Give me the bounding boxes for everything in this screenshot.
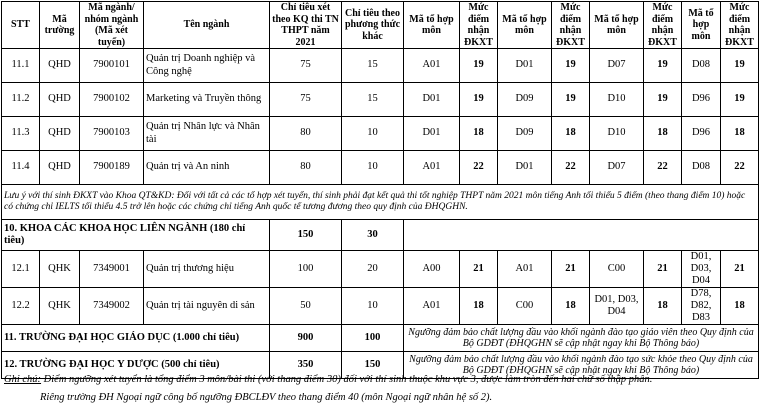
cell-ct2: 10 — [342, 117, 404, 151]
cell-ct2: 15 — [342, 83, 404, 117]
footnote-2: Riêng trường ĐH Ngoại ngữ công bố ngưỡng ĐBCLĐV theo thang điểm 40 (môn Ngoại ngữ nhân hệ số 2). — [40, 392, 493, 403]
cell-d2: 22 — [552, 151, 590, 185]
cell-c4: D08 — [682, 151, 721, 185]
cell-ma: 7900101 — [80, 49, 144, 83]
cell-stt: 12.1 — [2, 251, 40, 288]
cell-c4: D96 — [682, 117, 721, 151]
cell-ma: 7349002 — [80, 288, 144, 325]
cell-c1: D01 — [404, 83, 460, 117]
header-to-hop-4: Mã tổ hợp môn — [682, 2, 721, 49]
cell-d2: 18 — [552, 288, 590, 325]
cell-ct2: 20 — [342, 251, 404, 288]
cell-truong: QHD — [40, 83, 80, 117]
cell-ct1: 75 — [270, 49, 342, 83]
cell-ten: Quản trị Nhân lực và Nhân tài — [144, 117, 270, 151]
section-10-row — [2, 220, 759, 251]
header-chi-tieu-khac: Chỉ tiêu theo phương thức khác — [342, 2, 404, 49]
cell-truong: QHD — [40, 151, 80, 185]
cell-c1: A01 — [404, 49, 460, 83]
cell-truong: QHD — [40, 49, 80, 83]
admission-table — [1, 1, 759, 379]
footnote-label: Ghi chú: — [4, 374, 42, 385]
cell-c2: C00 — [498, 288, 552, 325]
header-muc-diem-2: Mức điểm nhận ĐKXT — [552, 2, 590, 49]
note-row — [2, 185, 759, 220]
cell-stt: 11.1 — [2, 49, 40, 83]
cell-c3: D07 — [590, 49, 644, 83]
section-12-label: 12. TRƯỜNG ĐẠI HỌC Y DƯỢC (500 chỉ tiêu) — [2, 352, 270, 379]
cell-c3: D07 — [590, 151, 644, 185]
header-ma-truong: Mã trường — [40, 2, 80, 49]
cell-c2: D09 — [498, 117, 552, 151]
cell-c1: D01 — [404, 117, 460, 151]
cell-truong: QHK — [40, 288, 80, 325]
cell-ten: Quản trị tài nguyên di sản — [144, 288, 270, 325]
cell-c3: D01, D03, D04 — [590, 288, 644, 325]
cell-ct2: 10 — [342, 151, 404, 185]
cell-c4: D78, D82, D83 — [682, 288, 721, 325]
cell-d2: 19 — [552, 49, 590, 83]
cell-ten: Quản trị thương hiệu — [144, 251, 270, 288]
cell-d4: 18 — [721, 117, 759, 151]
section-11-row — [2, 325, 759, 352]
header-to-hop-2: Mã tổ hợp môn — [498, 2, 552, 49]
cell-stt: 12.2 — [2, 288, 40, 325]
section-12-text: Ngưỡng đảm bảo chất lượng đầu vào khối ngành đào tạo sức khỏe theo Quy định của Bộ GDĐT (ĐHQGHN sẽ cập nhật ngay khi Bộ Thông báo) — [404, 352, 759, 379]
cell-c1: A00 — [404, 251, 460, 288]
table-row — [2, 117, 759, 151]
cell-d2: 21 — [552, 251, 590, 288]
table-row — [2, 288, 759, 325]
cell-ma: 7900189 — [80, 151, 144, 185]
section-11-ct2: 100 — [342, 325, 404, 352]
section-11-text: Ngưỡng đảm bảo chất lượng đầu vào khối ngành đào tạo giáo viên theo Quy định của Bộ GDĐT (ĐHQGHN sẽ cập nhật ngay khi Bộ Thông báo) — [404, 325, 759, 352]
cell-ct1: 50 — [270, 288, 342, 325]
table-row — [2, 151, 759, 185]
cell-d4: 21 — [721, 251, 759, 288]
cell-stt: 11.2 — [2, 83, 40, 117]
cell-ct1: 100 — [270, 251, 342, 288]
cell-c4: D08 — [682, 49, 721, 83]
cell-ct1: 80 — [270, 151, 342, 185]
ielts-note: Lưu ý với thí sinh ĐKXT vào Khoa QT&KD: Đối với tất cả các tổ hợp xét tuyển, thí sinh phải đạt kết quả thi tốt nghiệp THPT năm 2021 môn tiếng Anh tối thiểu 5 điểm (theo thang điểm 10) hoặc có chứng chỉ IELTS tối thiểu 4.5 trở lên hoặc các chứng chỉ tiếng Anh quốc tế tương đương theo quy định của ĐHQGHN. — [2, 185, 759, 220]
table-row — [2, 83, 759, 117]
cell-c1: A01 — [404, 288, 460, 325]
section-12-ct2: 150 — [342, 352, 404, 379]
cell-c3: C00 — [590, 251, 644, 288]
cell-c1: A01 — [404, 151, 460, 185]
cell-ct2: 10 — [342, 288, 404, 325]
cell-c2: D01 — [498, 49, 552, 83]
cell-ct1: 80 — [270, 117, 342, 151]
cell-d1: 19 — [460, 49, 498, 83]
cell-c4: D96 — [682, 83, 721, 117]
cell-d3: 18 — [644, 117, 682, 151]
cell-d3: 18 — [644, 288, 682, 325]
cell-d1: 22 — [460, 151, 498, 185]
section-12-ct1: 350 — [270, 352, 342, 379]
header-ma-nganh: Mã ngành/ nhóm ngành (Mã xét tuyển) — [80, 2, 144, 49]
cell-d2: 18 — [552, 117, 590, 151]
cell-stt: 11.4 — [2, 151, 40, 185]
cell-truong: QHD — [40, 117, 80, 151]
section-11-ct1: 900 — [270, 325, 342, 352]
cell-stt: 11.3 — [2, 117, 40, 151]
header-to-hop-1: Mã tổ hợp môn — [404, 2, 460, 49]
cell-d4: 18 — [721, 288, 759, 325]
section-10-empty — [404, 220, 759, 251]
cell-c4: D01, D03, D04 — [682, 251, 721, 288]
footnote-line1: Điểm ngưỡng xét tuyển là tổng điểm 3 môn/bài thi (với thang điểm 30) đối với thí sinh thuộc khu vực 3, được làm tròn đến hai chữ số thập phân. — [41, 374, 653, 385]
header-ten-nganh: Tên ngành — [144, 2, 270, 49]
cell-d3: 21 — [644, 251, 682, 288]
cell-d3: 19 — [644, 49, 682, 83]
cell-d4: 22 — [721, 151, 759, 185]
cell-c2: D01 — [498, 151, 552, 185]
cell-d3: 22 — [644, 151, 682, 185]
cell-d2: 19 — [552, 83, 590, 117]
section-11-label: 11. TRƯỜNG ĐẠI HỌC GIÁO DỤC (1.000 chỉ tiêu) — [2, 325, 270, 352]
cell-ct2: 15 — [342, 49, 404, 83]
cell-ten: Quản trị và An ninh — [144, 151, 270, 185]
cell-d1: 18 — [460, 117, 498, 151]
cell-truong: QHK — [40, 251, 80, 288]
cell-d1: 19 — [460, 83, 498, 117]
cell-ma: 7900102 — [80, 83, 144, 117]
table-row — [2, 49, 759, 83]
header-to-hop-3: Mã tổ hợp môn — [590, 2, 644, 49]
cell-ma: 7349001 — [80, 251, 144, 288]
section-10-ct1: 150 — [270, 220, 342, 251]
cell-d4: 19 — [721, 83, 759, 117]
cell-ten: Marketing và Truyền thông — [144, 83, 270, 117]
footnote-1 — [4, 374, 652, 385]
header-chi-tieu-kq: Chỉ tiêu xét theo KQ thi TN THPT năm 2021 — [270, 2, 342, 49]
header-muc-diem-1: Mức điểm nhận ĐKXT — [460, 2, 498, 49]
section-10-ct2: 30 — [342, 220, 404, 251]
cell-c2: D09 — [498, 83, 552, 117]
cell-c3: D10 — [590, 117, 644, 151]
cell-ma: 7900103 — [80, 117, 144, 151]
header-row — [2, 2, 759, 49]
cell-d4: 19 — [721, 49, 759, 83]
header-muc-diem-3: Mức điểm nhận ĐKXT — [644, 2, 682, 49]
cell-d1: 18 — [460, 288, 498, 325]
cell-ct1: 75 — [270, 83, 342, 117]
section-10-label: 10. KHOA CÁC KHOA HỌC LIÊN NGÀNH (180 chỉ tiêu) — [2, 220, 270, 251]
header-muc-diem-4: Mức điểm nhận ĐKXT — [721, 2, 759, 49]
cell-d1: 21 — [460, 251, 498, 288]
cell-d3: 19 — [644, 83, 682, 117]
table-row — [2, 251, 759, 288]
cell-ten: Quản trị Doanh nghiệp và Công nghệ — [144, 49, 270, 83]
header-stt: STT — [2, 2, 40, 49]
cell-c3: D10 — [590, 83, 644, 117]
cell-c2: A01 — [498, 251, 552, 288]
